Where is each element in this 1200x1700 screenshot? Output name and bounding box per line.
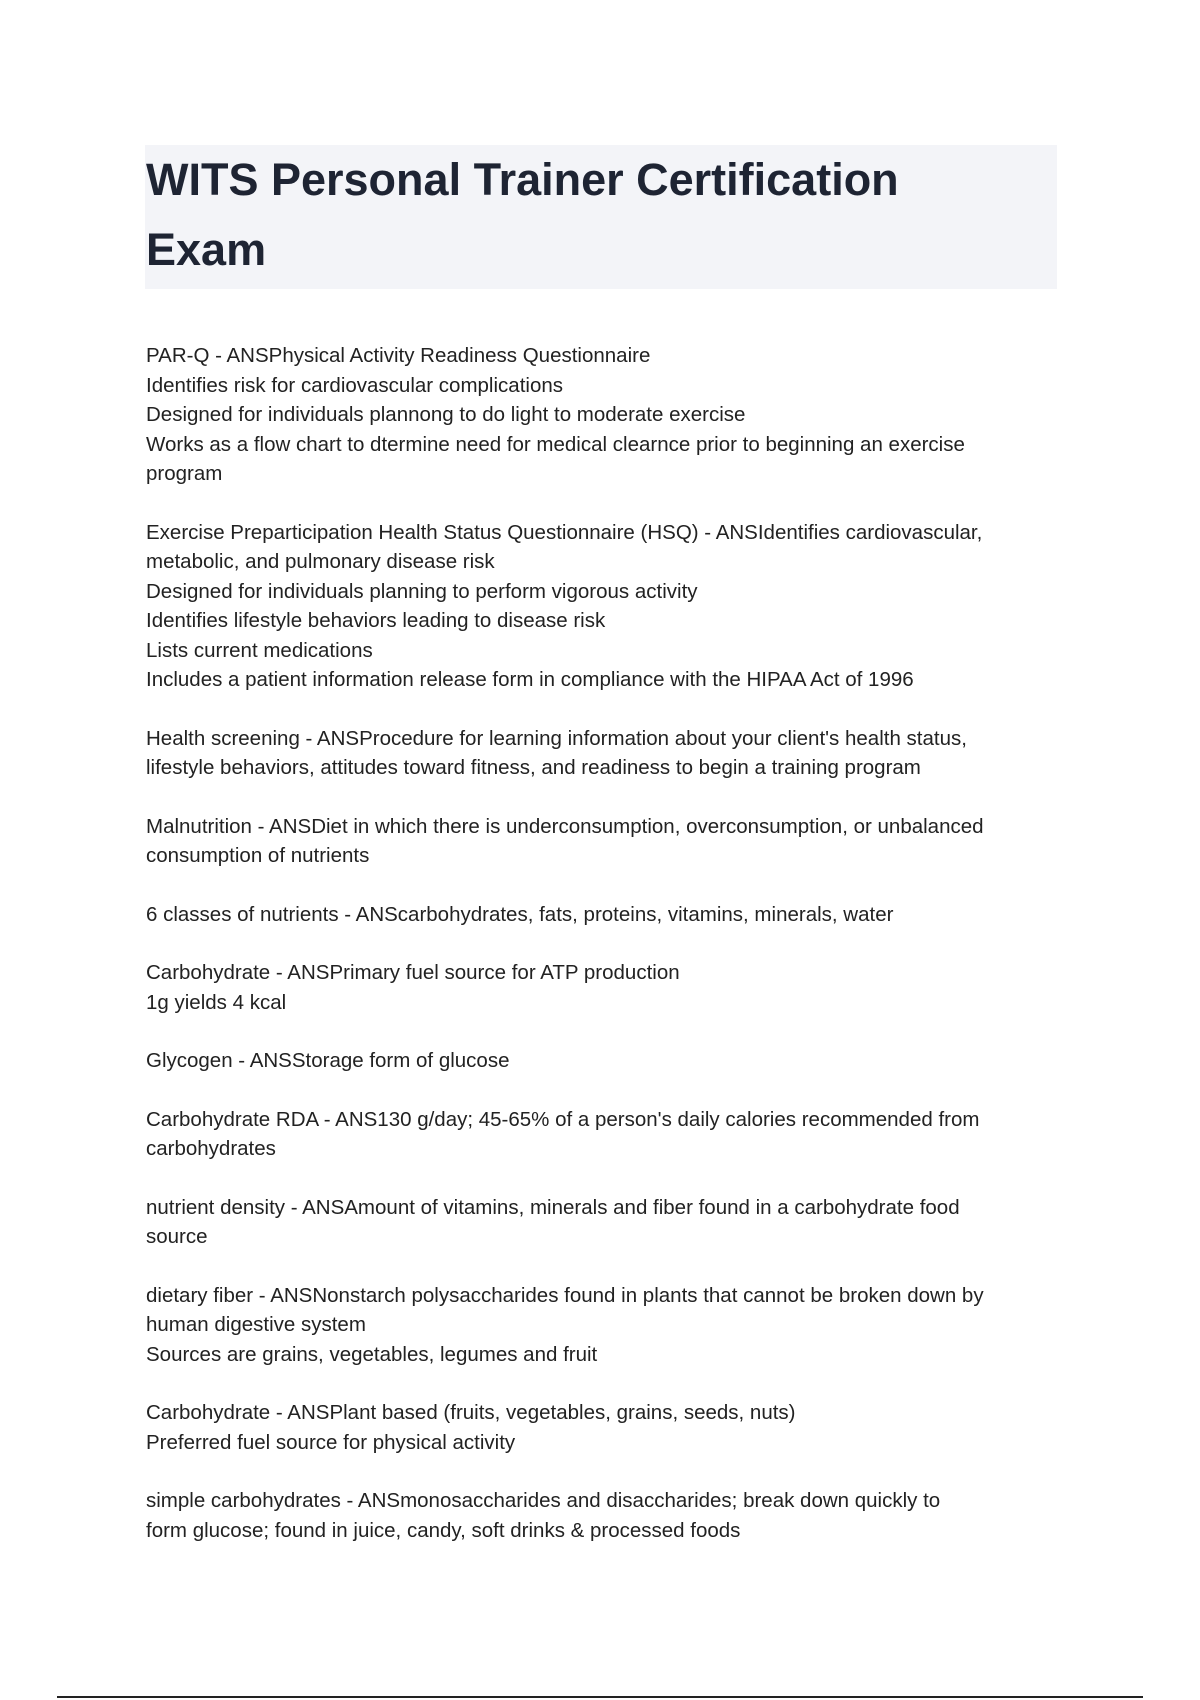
qa-entry (146, 724, 1066, 783)
qa-entry-text-line: lifestyle behaviors, attitudes toward fitness, and readiness to begin a training program (146, 756, 921, 779)
qa-entry-term-line: Carbohydrate RDA - ANS130 g/day; 45-65% of a person's daily calories recommended from (146, 1107, 980, 1131)
qa-entry-text-line: Lists current medications (146, 638, 373, 662)
qa-entry-term-line: nutrient density - ANSAmount of vitamins, minerals and fiber found in a carbohydrate food (146, 1195, 960, 1219)
qa-entry (146, 1281, 1066, 1370)
document-title (146, 145, 1057, 285)
title-banner (145, 145, 1057, 289)
qa-entry-text-line: Preferred fuel source for physical activity (146, 1430, 516, 1454)
qa-entry-text-line: metabolic, and pulmonary disease risk (146, 550, 495, 573)
qa-entry-text-line: consumption of nutrients (146, 844, 370, 867)
qa-entry-text-line: source (146, 1225, 208, 1248)
document-title-line: Exam (146, 224, 267, 275)
qa-entry-term-line: Malnutrition - ANSDiet in which there is underconsumption, overconsumption, or unbalanced (146, 814, 984, 838)
qa-entry (146, 1486, 1066, 1545)
qa-entry-text-line: program (146, 462, 223, 485)
qa-entries (146, 341, 1066, 1574)
page-bottom-rule (57, 1696, 1143, 1698)
qa-entry-text-line: 1g yields 4 kcal (146, 990, 287, 1014)
qa-entry-term-line: 6 classes of nutrients - ANScarbohydrates, fats, proteins, vitamins, minerals, water (146, 902, 894, 926)
qa-entry (146, 958, 1066, 1017)
qa-entry-term-line: Carbohydrate - ANSPrimary fuel source for ATP production (146, 961, 680, 984)
qa-entry-text-line: Designed for individuals planning to perform vigorous activity (146, 579, 698, 603)
qa-entry-term-line: Glycogen - ANSStorage form of glucose (146, 1049, 510, 1072)
qa-entry-term-line: PAR-Q - ANSPhysical Activity Readiness Questionnaire (146, 344, 651, 367)
qa-entry (146, 1398, 1066, 1457)
qa-entry (146, 1193, 1066, 1252)
qa-entry-text-line: carbohydrates (146, 1137, 276, 1160)
qa-entry-term-line: Exercise Preparticipation Health Status Questionnaire (HSQ) - ANSIdentifies cardiovascular, (146, 520, 983, 544)
qa-entry-text-line: Identifies risk for cardiovascular complications (146, 373, 563, 397)
qa-entry (146, 812, 1066, 871)
qa-entry-term-line: Health screening - ANSProcedure for learning information about your client's health status, (146, 726, 967, 750)
qa-entry-text-line: human digestive system (146, 1313, 366, 1336)
qa-entry (146, 518, 1066, 695)
qa-entry-text-line: form glucose; found in juice, candy, soft drinks & processed foods (146, 1518, 741, 1542)
qa-entry-term-line: Carbohydrate - ANSPlant based (fruits, vegetables, grains, seeds, nuts) (146, 1401, 796, 1424)
qa-entry-text-line: Sources are grains, vegetables, legumes and fruit (146, 1342, 598, 1366)
qa-entry (146, 900, 1066, 930)
qa-entry-term-line: simple carbohydrates - ANSmonosaccharides and disaccharides; break down quickly to (146, 1489, 941, 1512)
qa-entry-text-line: Works as a flow chart to dtermine need for medical clearnce prior to beginning an exercise (146, 432, 965, 456)
qa-entry (146, 341, 1066, 489)
qa-entry (146, 1105, 1066, 1164)
document-title-line: WITS Personal Trainer Certification (146, 154, 899, 205)
qa-entry (146, 1046, 1066, 1076)
qa-entry-term-line: dietary fiber - ANSNonstarch polysaccharides found in plants that cannot be broken down by (146, 1283, 984, 1307)
qa-entry-text-line: Designed for individuals plannong to do light to moderate exercise (146, 403, 746, 426)
qa-entry-text-line: Includes a patient information release form in compliance with the HIPAA Act of 1996 (146, 668, 914, 691)
qa-entry-text-line: Identifies lifestyle behaviors leading to disease risk (146, 609, 606, 632)
